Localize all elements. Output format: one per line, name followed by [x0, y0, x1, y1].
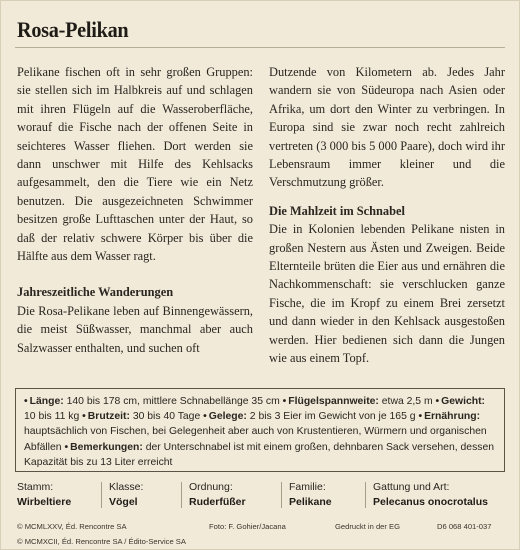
intro-paragraph: Pelikane fischen oft in sehr großen Gruppen: sie stellen sich im Halbkreis auf und schlagen mit ihren Flügeln auf die Wasseroberfläche, worauf die Fische nach der offenen Seite in seichteres Wasser fliehen. Dort werden sie dann unschwer mit Hilfe des Kehlsacks aufgesammelt, den die Tiere wie ein Netz benutzen. Die ausgezeichneten Schwimmer besitzen große Lufttaschen unter der Haut, so daß der relativ schwere Körper bis über die Hälfte aus dem Wasser ragt. — [17, 65, 253, 264]
breeding-value: 30 bis 40 Tage — [132, 411, 201, 423]
weight-value: 10 bis 11 kg — [24, 411, 80, 423]
taxonomy-label: Gattung und Art: — [373, 481, 450, 493]
right-column — [269, 63, 505, 368]
taxonomy-label: Familie: — [289, 481, 326, 493]
bullet: • — [24, 396, 28, 407]
taxonomy-label: Ordnung: — [189, 481, 233, 493]
divider — [181, 482, 182, 508]
length-value: 140 bis 178 cm, mittlere Schnabellänge 35 cm — [66, 396, 280, 407]
bullet: • — [203, 411, 207, 423]
bullet: • — [64, 441, 69, 453]
bullet: • — [82, 411, 86, 423]
section-heading-meal: Die Mahlzeit im Schnabel — [269, 203, 405, 218]
diet-value: hauptsächlich von Fischen, bei Gelegenheit aber auch von Krustentieren, Würmern und organischen Abfällen — [24, 426, 487, 453]
taxonomy-family — [289, 480, 332, 510]
bullet: • — [282, 396, 287, 407]
taxonomy-value: Ruderfüßer — [189, 496, 246, 508]
divider — [101, 482, 102, 508]
left-column — [17, 63, 253, 357]
taxonomy-value: Pelikane — [289, 496, 332, 508]
continuation-paragraph: Dutzende von Kilometern ab. Jedes Jahr wandern sie von Südeuropa nach Asien oder Afrika, um dort den Winter zu verbringen. In Europa sind sie zwar noch recht zahlreich vertreten (3 000 bis 5 000 Paare), doch wird ihr Lebensraum immer kleiner und die Verschmutzung größer. — [269, 65, 505, 190]
section-heading-migration: Jahreszeitliche Wanderungen — [17, 285, 174, 300]
divider — [281, 482, 282, 508]
bullet: • — [418, 411, 423, 423]
taxonomy-label: Stamm: — [17, 481, 54, 493]
print-note: Gedruckt in der EG — [335, 522, 400, 531]
page-title: Rosa-Pelikan — [17, 17, 129, 42]
remarks-label: Bemerkungen: — [70, 441, 143, 453]
copyright-2: © MCMXCII, Éd. Rencontre SA / Édito-Service SA — [17, 537, 186, 546]
breeding-label: Brutzeit: — [87, 411, 130, 423]
divider — [365, 482, 366, 508]
meal-paragraph: Die in Kolonien lebenden Pelikane nisten in großen Nestern aus Ästen und Zweigen. Beide Elternteile brüten die Eier aus und ernähren die Nachkommenschaft: sie verschlucken ganze Fische, die im Kropf zu einem Brei zersetzt und dann wieder in den Kehlsack ausgestoßen werden. Hier bedienen sich dann die Jungen wie aus einem Topf. — [269, 222, 505, 366]
clutch-value: 2 bis 3 Eier im Gewicht von je 165 g — [249, 411, 416, 423]
bullet: • — [435, 396, 440, 407]
facts-box — [15, 388, 505, 472]
length-label: Länge: — [29, 396, 64, 407]
weight-label: Gewicht: — [441, 396, 486, 407]
taxonomy-phylum — [17, 480, 71, 510]
remarks-value: der Unterschnabel ist mit einem großen, dehnbaren Sack versehen, dessen Kapazität bis zu 13 Liter erreicht — [24, 441, 495, 468]
taxonomy-label: Klasse: — [109, 481, 144, 493]
title-divider — [15, 47, 505, 48]
copyright-1: © MCMLXXV, Éd. Rencontre SA — [17, 522, 127, 531]
taxonomy-class — [109, 480, 143, 510]
taxonomy-order — [189, 480, 246, 510]
taxonomy-value: Wirbeltiere — [17, 496, 72, 508]
clutch-label: Gelege: — [208, 411, 247, 423]
photo-credit: Foto: F. Gohier/Jacana — [209, 522, 286, 531]
taxonomy-value: Vögel — [109, 496, 138, 508]
diet-label: Ernährung: — [424, 411, 481, 423]
wingspan-label: Flügelspannweite: — [288, 396, 379, 407]
wingspan-value: etwa 2,5 m — [381, 396, 433, 407]
card-code: D6 068 401-037 — [437, 522, 492, 531]
taxonomy-value: Pelecanus onocrotalus — [373, 496, 488, 508]
taxonomy-genus-species — [373, 480, 488, 510]
migration-paragraph: Die Rosa-Pelikane leben auf Binnengewässern, die meist Süßwasser, manchmal aber auch Salzwasser enthalten, und suchen oft — [17, 303, 253, 355]
